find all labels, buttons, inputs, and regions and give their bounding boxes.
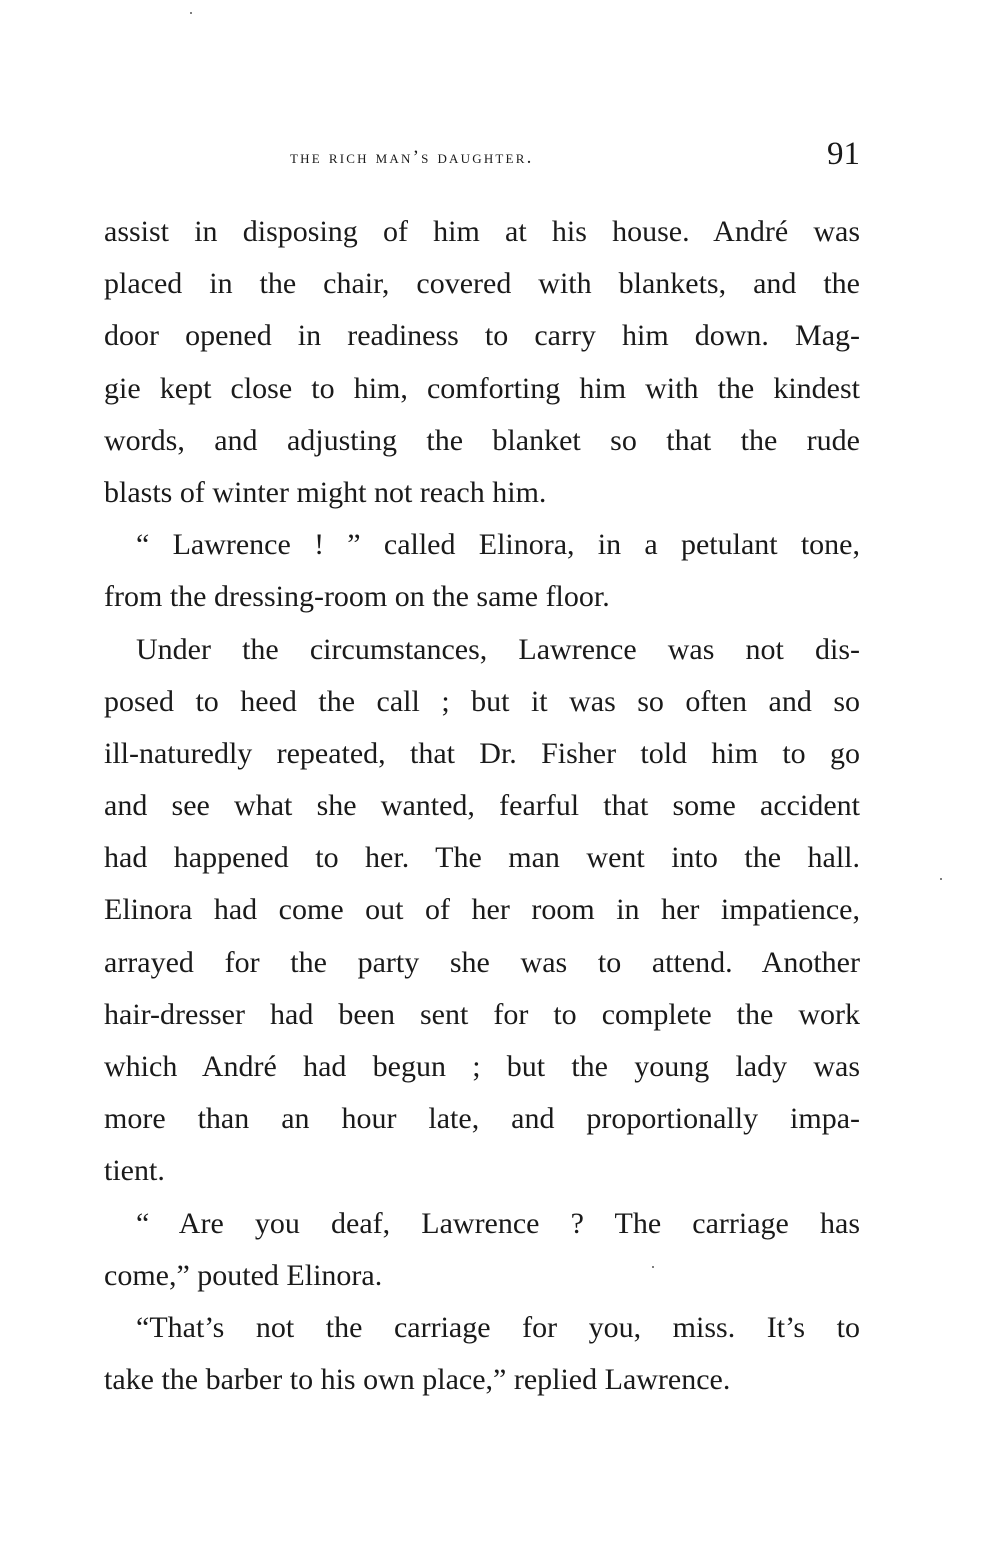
text-line: which André had begun ; but the young lady was: [104, 1050, 860, 1083]
text-line: come,” pouted Elinora.: [104, 1258, 383, 1292]
text-line: door opened in readiness to carry him down. Mag-: [104, 319, 860, 353]
text-line: gie kept close to him, comforting him with the kindest: [104, 371, 860, 405]
text-line: take the barber to his own place,” replied Lawrence.: [104, 1363, 731, 1397]
text-line: “That’s not the carriage for you, miss. It’s to: [136, 1310, 860, 1344]
body-text: [104, 206, 860, 1406]
text-line: Under the circumstances, Lawrence was not dis-: [136, 632, 860, 666]
text-line: “ Lawrence ! ” called Elinora, in a petulant tone,: [136, 528, 860, 562]
text-line: from the dressing-room on the same floor.: [104, 580, 610, 614]
running-title: the rich man’s daughter.: [290, 147, 534, 168]
text-line: blasts of winter might not reach him.: [104, 475, 547, 509]
print-speck: [190, 12, 192, 14]
text-line: more than an hour late, and proportionally impa-: [104, 1102, 860, 1136]
running-head: [104, 138, 860, 178]
text-line: Elinora had come out of her room in her impatience,: [104, 893, 860, 927]
print-speck: [940, 878, 942, 880]
text-line: tient.: [104, 1154, 165, 1188]
text-line: had happened to her. The man went into the hall.: [104, 841, 860, 875]
text-line: arrayed for the party she was to attend. Another: [104, 945, 860, 979]
text-line: and see what she wanted, fearful that some accident: [104, 789, 860, 823]
text-line: assist in disposing of him at his house. André was: [104, 215, 860, 248]
text-line: words, and adjusting the blanket so that the rude: [104, 423, 860, 457]
text-line: hair-dresser had been sent for to complete the work: [104, 997, 860, 1031]
text-line: “ Are you deaf, Lawrence ? The carriage has: [136, 1206, 860, 1240]
text-line: posed to heed the call ; but it was so often and so: [104, 684, 860, 718]
text-line: ill-naturedly repeated, that Dr. Fisher told him to go: [104, 736, 860, 770]
page-number: 91: [827, 136, 860, 172]
text-line: placed in the chair, covered with blankets, and the: [104, 267, 860, 301]
